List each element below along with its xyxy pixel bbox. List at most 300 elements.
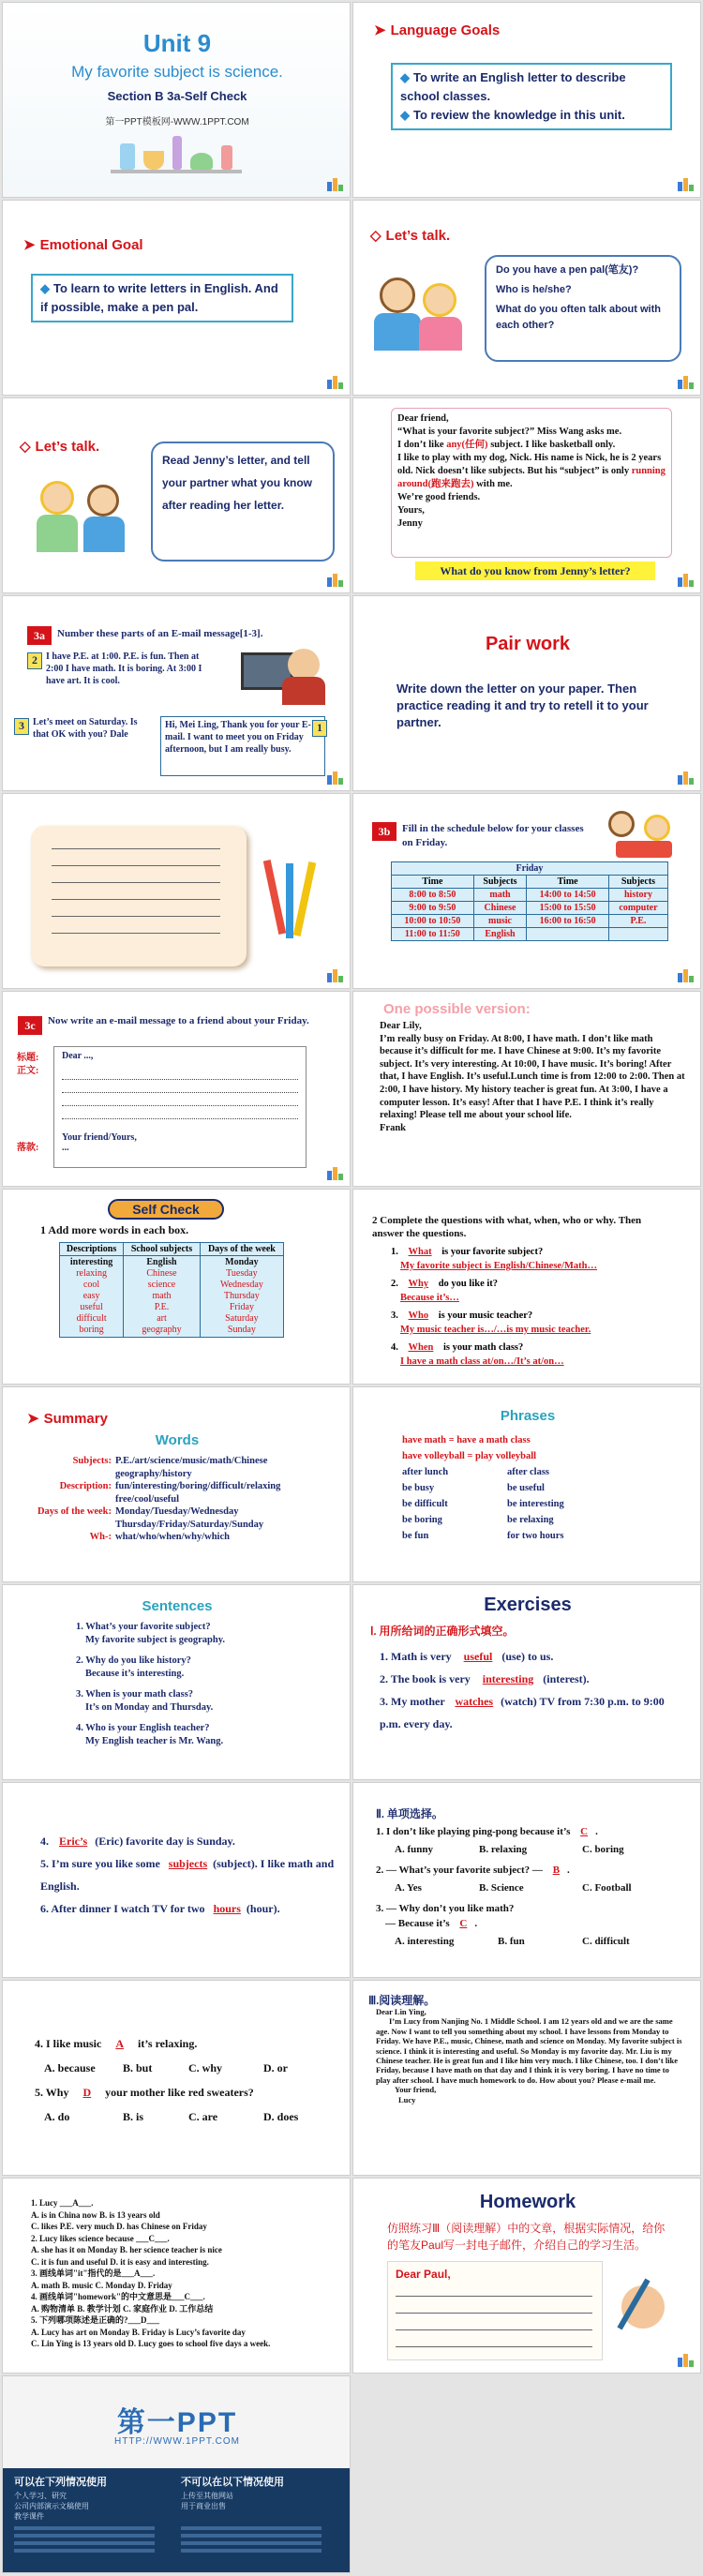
email-part: I have P.E. at 1:00. P.E. is fun. Then at 2:00 I have math. It is boring. At 3:00 I have art. It is cool.: [46, 651, 202, 686]
answer-blank: What: [408, 1247, 432, 1257]
word: English: [146, 1257, 177, 1267]
answer-blank: D: [82, 2086, 92, 2099]
table-cell: 10:00 to 10:50: [392, 915, 474, 928]
phrase-row: [402, 1496, 683, 1512]
table-cell: [124, 1256, 201, 1338]
table-cell: math: [473, 889, 526, 902]
computer-illustration: [237, 649, 327, 705]
task-title: Number these parts of an E-mail message[1-3].: [57, 628, 263, 639]
letter-close: Yours,: [397, 505, 425, 516]
answer-line: A. math B. music C. Monday D. Friday: [31, 2280, 172, 2290]
reading-passage: [376, 2007, 685, 2104]
task-title: 1 Add more words in each box.: [40, 1223, 189, 1236]
word: Chinese: [146, 1268, 177, 1279]
answer-line: C. it is fun and useful D. it is easy and interesting.: [31, 2256, 209, 2267]
task-title: Fill in the schedule below for your classes on Friday.: [402, 823, 584, 848]
version-letter: [380, 1020, 685, 1134]
instruction-text: Read Jenny’s letter, and tell your partner what you know after reading her letter.: [162, 454, 313, 512]
corner-logo-icon: [678, 2354, 695, 2367]
phrase: be fun: [402, 1531, 429, 1541]
sentence-answer: My favorite subject is geography.: [85, 1635, 226, 1645]
usage-panel: [3, 2468, 351, 2573]
task-tag: 3a: [27, 626, 52, 645]
letter-line: “What is your favorite subject?” Miss Wang asks me.: [397, 427, 622, 437]
answer-blank: C: [459, 1918, 468, 1929]
mc-question: 2. — What’s your favorite subject? — B .: [376, 1865, 570, 1876]
mc-options: A. because B. but C. why D. or: [44, 2061, 288, 2074]
question-line: 4. When is your math class?: [391, 1342, 524, 1353]
letter-line: [397, 439, 666, 452]
corner-logo-icon: [327, 376, 344, 389]
table-cell: P.E.: [608, 915, 667, 928]
word: useful: [80, 1302, 103, 1312]
table-cell: [608, 928, 667, 941]
answer-line: A. is in China now B. is 13 years old: [31, 2209, 160, 2220]
sentence-question: 4. Who is your English teacher?: [76, 1723, 210, 1733]
mc-list: [35, 2031, 335, 2129]
word: Wednesday: [219, 1280, 263, 1290]
mc-question: — Because it’s C .: [385, 1918, 478, 1929]
diamond-icon: ◆: [40, 281, 50, 295]
phrase-list: [402, 1432, 683, 1544]
email-part: Hi, Mei Ling, Thank you for your E-mail. I want to meet you on Friday afternoon, but I am really busy.: [165, 720, 311, 755]
phrase: have math = have a math class: [402, 1435, 531, 1445]
number-box: 1: [312, 720, 327, 737]
word: boring: [79, 1325, 104, 1335]
exercise-line: 1. Math is very useful (use) to us.: [380, 1650, 554, 1663]
lets-talk-heading: [370, 227, 450, 244]
slide-brand: [2, 2375, 351, 2573]
word: art: [157, 1313, 167, 1324]
emotional-goal-box: [31, 274, 293, 322]
summary-title: Summary: [43, 1411, 108, 1427]
question-line: 1. What is your favorite subject?: [391, 1247, 544, 1257]
phrase-row: [402, 1512, 683, 1528]
table-cell: [527, 928, 609, 941]
mc-question: 5. Why D your mother like red sweaters?: [35, 2086, 254, 2099]
word: geography: [142, 1325, 182, 1335]
letter-body: I’m really busy on Friday. At 8:00, I have math. I don’t like math because it’s difficult for me. I have Chinese at 9:00. It’s my favorite subject. It’s very interesting. At 10:00, I have music. It’s boring! After that, I have English. It’s useful.Lunch time is from 12:00 to 2:00. Then at 2:00, I have history. My history teacher is great fun. At 3:00, I have a computer lesson. It’s easy! After that I have P.E. I think it’s really relaxing! Please tell me about your school life.: [380, 1033, 685, 1121]
number-box: 3: [14, 718, 29, 735]
table-row: [392, 928, 668, 941]
slide-possible-version: [352, 991, 701, 1187]
slide-summary: [2, 1386, 351, 1582]
letter-line: We’re good friends.: [397, 492, 481, 502]
table-cell: 11:00 to 11:50: [392, 928, 474, 941]
mc-options: A. funny B. relaxing C. boring: [395, 1844, 624, 1855]
table-cell: [200, 1256, 283, 1338]
usage-item: 公司内部演示文稿使用: [14, 2502, 89, 2510]
answer-blank: useful: [463, 1650, 493, 1663]
writing-paper: [387, 2261, 603, 2360]
corner-logo-icon: [678, 771, 695, 785]
slide-title: [2, 2, 351, 198]
email-part-box: [160, 716, 325, 776]
kids-illustration: [374, 264, 464, 354]
pencils-illustration: [262, 860, 327, 944]
slide-phrases: [352, 1386, 701, 1582]
link-lines: [14, 2526, 340, 2556]
email-label: 标题:: [17, 1053, 39, 1063]
slide-3c: [2, 991, 351, 1187]
letter-signature: Frank: [380, 1122, 407, 1133]
answer-blank: A: [115, 2037, 125, 2050]
table-cell: 16:00 to 16:50: [527, 915, 609, 928]
word: cool: [82, 1280, 100, 1290]
summary-row: Description: fun/interesting/boring/difficult/relaxing free/cool/useful: [59, 1481, 281, 1505]
lets-talk-title: Let’s talk.: [385, 228, 451, 244]
phrase: after lunch: [402, 1467, 449, 1477]
sentence-list: [76, 1621, 338, 1748]
letter-highlight: any(任何): [446, 440, 488, 450]
version-title: One possible version:: [383, 1001, 531, 1017]
unit-title: Unit 9: [142, 29, 212, 57]
email-label: 正文:: [17, 1066, 39, 1076]
phrase: be interesting: [507, 1499, 564, 1509]
passage-close: Your friend,: [395, 2085, 437, 2095]
language-goals-heading: [374, 22, 500, 38]
mc-options: A. do B. is C. are D. does: [44, 2110, 299, 2123]
slide-3a: [2, 595, 351, 791]
mc-question: 1. I don’t like playing ping-pong because it’s C .: [376, 1826, 598, 1837]
word: relaxing: [76, 1268, 107, 1279]
summary-heading: [27, 1410, 108, 1427]
table-row: [60, 1256, 284, 1338]
slide-emotional-goal: [2, 200, 351, 396]
slide-lets-talk-2: [2, 397, 351, 593]
phrase: after class: [507, 1467, 549, 1477]
answer-line: I have a math class at/on…/It’s at/on…: [400, 1356, 564, 1367]
word-table: [59, 1242, 284, 1338]
answer-line: A. 购物清单 B. 教学计划 C. 家庭作业 D. 工作总结: [31, 2303, 214, 2314]
email-closing: Your friend/Yours,: [62, 1132, 137, 1143]
sentence-question: 2. Why do you like history?: [76, 1655, 191, 1666]
arrow-icon: ➤: [374, 22, 386, 38]
phrase: be busy: [402, 1483, 435, 1493]
question-line: 3. Who is your music teacher?: [391, 1310, 533, 1321]
phrase: be difficult: [402, 1499, 448, 1509]
letter-greeting: Dear friend,: [397, 413, 449, 424]
slide-3b: [352, 793, 701, 989]
email-greeting: Dear ...,: [62, 1051, 94, 1061]
table-cell: Chinese: [473, 902, 526, 915]
summary-row: Days of the week: Monday/Tuesday/Wednesday Thursday/Friday/Saturday/Sunday: [37, 1506, 264, 1530]
homework-text: 仿照练习Ⅲ（阅读理解）中的文章，根据实际情况，给你的笔友Paul写一封电子邮件，介绍自己的学习生活。: [387, 2222, 666, 2252]
corner-logo-icon: [678, 969, 695, 982]
goal-text: To review the knowledge in this unit.: [413, 108, 625, 122]
slide-self-check-1: [2, 1189, 351, 1385]
answer-blank: Who: [408, 1310, 429, 1321]
summary-row: Wh-: what/who/when/why/which: [89, 1532, 230, 1542]
phrases-title: Phrases: [500, 1408, 556, 1424]
table-row: [392, 915, 668, 928]
exercises-title: Exercises: [484, 1595, 572, 1615]
word: Sunday: [227, 1325, 256, 1335]
goal-item: [400, 106, 663, 125]
table-cell: history: [608, 889, 667, 902]
task-title: Now write an e-mail message to a friend about your Friday.: [48, 1015, 309, 1026]
phrase: be boring: [402, 1515, 442, 1525]
sentence-question: 3. When is your math class?: [76, 1689, 194, 1700]
slide-multiple-choice-2: [2, 1980, 351, 2176]
exercise-line: 3. My mother watches (watch) TV from 7:30 p.m. to 9:00 p.m. every day.: [380, 1695, 665, 1730]
letter-highlight: running around(跑来跑去): [397, 466, 666, 489]
self-check-badge: Self Check: [108, 1199, 224, 1220]
usage-cannot-title: 不可以在以下情况使用: [181, 2477, 284, 2488]
diamond-icon: ◆: [400, 70, 410, 84]
email-body-lines: [62, 1067, 298, 1119]
summary-words: [12, 1455, 340, 1544]
notepad-illustration: [31, 826, 247, 966]
writing-hand-illustration: [612, 2276, 678, 2342]
slide-multiple-choice-1: [352, 1782, 701, 1978]
children-reading-illustration: [603, 805, 683, 861]
answer-blank: B: [552, 1865, 561, 1876]
homework-greeting: Dear Paul,: [396, 2268, 451, 2281]
reading-title: Ⅲ.阅读理解。: [368, 1994, 436, 2007]
diamond-icon: ◆: [400, 108, 410, 122]
arrow-icon: ➤: [27, 1411, 39, 1427]
table-header: Descriptions: [60, 1243, 124, 1256]
words-title: Words: [155, 1432, 200, 1448]
task-tag: 3b: [372, 822, 396, 841]
slide-homework: [352, 2178, 701, 2374]
email-part: Let’s meet on Saturday. Is that OK with you? Dale: [33, 717, 138, 740]
slide-self-check-2: [352, 1189, 701, 1385]
mc-options: A. Yes B. Science C. Football: [395, 1882, 632, 1894]
answer-line: C. likes P.E. very much D. has Chinese on Friday: [31, 2222, 207, 2231]
letter-greeting: Dear Lily,: [380, 1021, 422, 1031]
slide-reading-answers: [2, 2178, 351, 2374]
word: Friday: [229, 1302, 254, 1312]
corner-logo-icon: [678, 574, 695, 587]
table-cell: music: [473, 915, 526, 928]
sentence-answer: It’s on Monday and Thursday.: [85, 1702, 214, 1713]
goal-item: [400, 68, 663, 106]
phrase: for two hours: [507, 1531, 564, 1541]
table-title: Friday: [392, 862, 668, 876]
exercise-line: 6. After dinner I watch TV for two hours (hour).: [40, 1902, 280, 1915]
answer-line: C. Lin Ying is 13 years old D. Lucy goes to school five days a week.: [31, 2339, 271, 2348]
brand-logo: 第一PPT: [116, 2407, 238, 2438]
email-closing-name: ...: [62, 1143, 69, 1153]
slide-exercises-2: [2, 1782, 351, 1978]
kids-illustration: [37, 477, 130, 556]
brand-url: HTTP://WWW.1PPT.COM: [114, 2436, 240, 2447]
answer-line: 4. 画线单词"homework"的中文意思是___C___.: [31, 2292, 205, 2301]
letter-line: [397, 452, 666, 491]
emotional-goal-title: Emotional Goal: [39, 237, 143, 253]
table-cell: 15:00 to 15:50: [527, 902, 609, 915]
sentence-question: 1. What’s your favorite subject?: [76, 1622, 211, 1632]
table-cell: 14:00 to 14:50: [527, 889, 609, 902]
mc-options: A. interesting B. fun C. difficult: [395, 1936, 630, 1947]
slide-reading: [352, 1980, 701, 2176]
table-cell: 8:00 to 8:50: [392, 889, 474, 902]
usage-item: 上传至其他网站: [181, 2492, 233, 2500]
sentences-title: Sentences: [142, 1598, 213, 1614]
pair-work-text: Write down the letter on your paper. Then practice reading it and try to retell it to your partner.: [396, 681, 649, 729]
answer-line: My favorite subject is English/Chinese/Math…: [400, 1261, 597, 1271]
table-cell: [60, 1256, 124, 1338]
answer-line: A. she has it on Monday B. her science teacher is nice: [31, 2245, 222, 2254]
answer-blank: subjects: [168, 1857, 208, 1870]
answer-line: 2. Lucy likes science because ___C___.: [31, 2233, 170, 2243]
answer-line: 5. 下列哪项陈述是正确的?___D___: [31, 2315, 160, 2325]
slide-language-goals: [352, 2, 701, 198]
corner-logo-icon: [327, 574, 344, 587]
diamond-outline-icon: ◇: [20, 439, 31, 455]
table-header: Time: [392, 876, 474, 889]
passage-greeting: Dear Lin Ying,: [376, 2007, 426, 2016]
phrase-row: [402, 1464, 683, 1480]
question-bubble: [485, 255, 681, 362]
question-line: What do you often talk about with each other?: [496, 304, 661, 331]
passage-body: I’m Lucy from Nanjing No. 1 Middle School. I am 12 years old and we are the same age. Now I want to tell you something about my school. I have lessons from Monday to Friday. We have P.E., music, Chinese, math and science on Monday. My favorite subject is science. I think it is interesting and useful. So Monday is my favorite day. Mr. Liu is my Chinese teacher. He is great fun and I like him very much. I like Chinese, too. I don’t like Friday, because I have math on that day and I think it is very boring. I have no time to play after school. I have much homework to do. How about you? Please e-mail me.: [376, 2016, 682, 2085]
table-header: Time: [527, 876, 609, 889]
letter-text: I like to play with my dog, Nick. His name is Nick, he is 2 years old. Nick doesn’t like subjects. But his “subject” is only: [397, 453, 662, 476]
slide-sentences: [2, 1584, 351, 1780]
answer-blank: Eric’s: [59, 1835, 88, 1848]
table-header: Days of the week: [200, 1243, 283, 1256]
usage-can-list: [14, 2491, 89, 2522]
word: Saturday: [225, 1313, 259, 1324]
table-cell: computer: [608, 902, 667, 915]
usage-can-title: 可以在下列情况使用: [14, 2477, 107, 2488]
lets-talk-heading: [20, 438, 99, 455]
word: easy: [82, 1291, 100, 1301]
usage-item: 教学课件: [14, 2512, 44, 2521]
answer-blank: When: [408, 1342, 434, 1353]
usage-cannot-list: [181, 2491, 233, 2511]
corner-logo-icon: [678, 178, 695, 191]
arrow-icon: ➤: [23, 237, 36, 253]
diamond-outline-icon: ◇: [370, 228, 381, 244]
mc-list: [376, 1824, 685, 1949]
exercise-line: 2. The book is very interesting (interest).: [380, 1672, 590, 1685]
answer-blank: watches: [455, 1695, 494, 1708]
question-line: Who is he/she?: [496, 284, 572, 295]
phrase: be relaxing: [507, 1515, 554, 1525]
emotional-goal-heading: [23, 236, 143, 253]
answer-blank: interesting: [482, 1672, 534, 1685]
mc-question: 3. — Why don’t you like math?: [376, 1903, 515, 1914]
friday-schedule-table: [391, 861, 668, 941]
slide-pair-work: [352, 595, 701, 791]
word: Monday: [225, 1257, 259, 1267]
word: math: [152, 1291, 172, 1301]
email-template: [17, 1046, 307, 1168]
exercise-instruction: Ⅰ. 用所给词的正确形式填空。: [370, 1625, 515, 1638]
slide-lets-talk-1: [352, 200, 701, 396]
table-row: [392, 902, 668, 915]
language-goals-box: [391, 63, 672, 130]
email-header-row: [17, 1051, 298, 1063]
word: Thursday: [224, 1291, 260, 1301]
instruction-bubble: [151, 442, 335, 562]
answer-blank: hours: [213, 1902, 241, 1915]
sentence-answer: My English teacher is Mr. Wang.: [85, 1736, 224, 1746]
usage-item: 个人学习、研究: [14, 2492, 67, 2500]
exercise-line: 4. Eric’s (Eric) favorite day is Sunday.: [40, 1835, 235, 1848]
answer-line: 3. 画线单词"it"指代的是___A___.: [31, 2269, 156, 2278]
task-tag: 3c: [18, 1016, 42, 1035]
mc-question: 4. I like music A it’s relaxing.: [35, 2037, 198, 2050]
word: Tuesday: [226, 1268, 258, 1279]
mc-title: Ⅱ. 单项选择。: [376, 1807, 443, 1820]
question-line: Do you have a pen pal(笔友)?: [496, 264, 639, 276]
site-label: 第一PPT模板网-WWW.1PPT.COM: [105, 117, 249, 127]
table-cell: 9:00 to 9:50: [392, 902, 474, 915]
letter-text: I don’t like: [397, 440, 447, 450]
answer-blank: Why: [408, 1279, 429, 1289]
task-title: 2 Complete the questions with what, when, who or why. Then answer the questions.: [372, 1215, 642, 1239]
letter-box: [391, 408, 672, 558]
pair-work-title: Pair work: [485, 634, 571, 654]
number-box: 2: [27, 652, 42, 669]
email-label: 落款:: [17, 1143, 39, 1153]
passage-signature: Lucy: [398, 2094, 416, 2104]
slide-jenny-letter: [352, 397, 701, 593]
slide-notepad: [2, 793, 351, 989]
summary-row: Subjects: P.E./art/science/music/math/Chinese geography/history: [72, 1456, 268, 1479]
phrase: have volleyball = play volleyball: [402, 1451, 537, 1461]
table-cell: English: [473, 928, 526, 941]
corner-logo-icon: [327, 1167, 344, 1180]
word: difficult: [76, 1313, 107, 1324]
word: science: [147, 1280, 176, 1290]
sentence-answer: Because it’s interesting.: [85, 1669, 185, 1679]
word: P.E.: [154, 1302, 170, 1312]
answer-line: Because it’s…: [400, 1293, 459, 1303]
question-line: 2. Why do you like it?: [391, 1279, 499, 1289]
table-header: Subjects: [473, 876, 526, 889]
answer-line: A. Lucy has art on Monday B. Friday is Lucy’s favorite day: [31, 2327, 246, 2337]
corner-logo-icon: [327, 771, 344, 785]
question-banner: What do you know from Jenny’s letter?: [415, 562, 655, 580]
exercise-list: [380, 1645, 680, 1735]
answer-list: [31, 2197, 340, 2350]
section-label: Section B 3a-Self Check: [107, 89, 247, 103]
letter-text: with me.: [473, 479, 513, 489]
corner-logo-icon: [327, 969, 344, 982]
goal-text: To write an English letter to describe school classes.: [400, 70, 626, 103]
unit-subtitle: My favorite subject is science.: [71, 63, 283, 81]
lets-talk-title: Let’s talk.: [35, 439, 100, 455]
language-goals-title: Language Goals: [390, 22, 501, 38]
letter-text: subject. I like basketball only.: [487, 440, 616, 450]
lab-equipment-illustration: [111, 134, 242, 173]
exercise-line: 5. I’m sure you like some subjects (subject). I like math and English.: [40, 1857, 335, 1893]
usage-item: 用于商业出售: [181, 2502, 226, 2510]
corner-logo-icon: [327, 178, 344, 191]
answer-blank: C: [580, 1826, 589, 1837]
phrase: be useful: [507, 1483, 545, 1493]
letter-signature: Jenny: [397, 518, 423, 529]
exercise-list: [40, 1830, 340, 1920]
slide-exercises-1: [352, 1584, 701, 1780]
homework-title: Homework: [479, 2192, 576, 2212]
goal-text: To learn to write letters in English. And if possible, make a pen pal.: [40, 281, 278, 314]
phrase-row: [402, 1528, 683, 1544]
question-list: [391, 1246, 681, 1373]
phrase-row: [402, 1480, 683, 1496]
answer-line: 1. Lucy ___A___.: [31, 2198, 94, 2208]
table-header: Subjects: [608, 876, 667, 889]
corner-logo-icon: [678, 376, 695, 389]
table-header: School subjects: [124, 1243, 201, 1256]
answer-line: My music teacher is…/…is my music teacher.: [400, 1325, 591, 1335]
